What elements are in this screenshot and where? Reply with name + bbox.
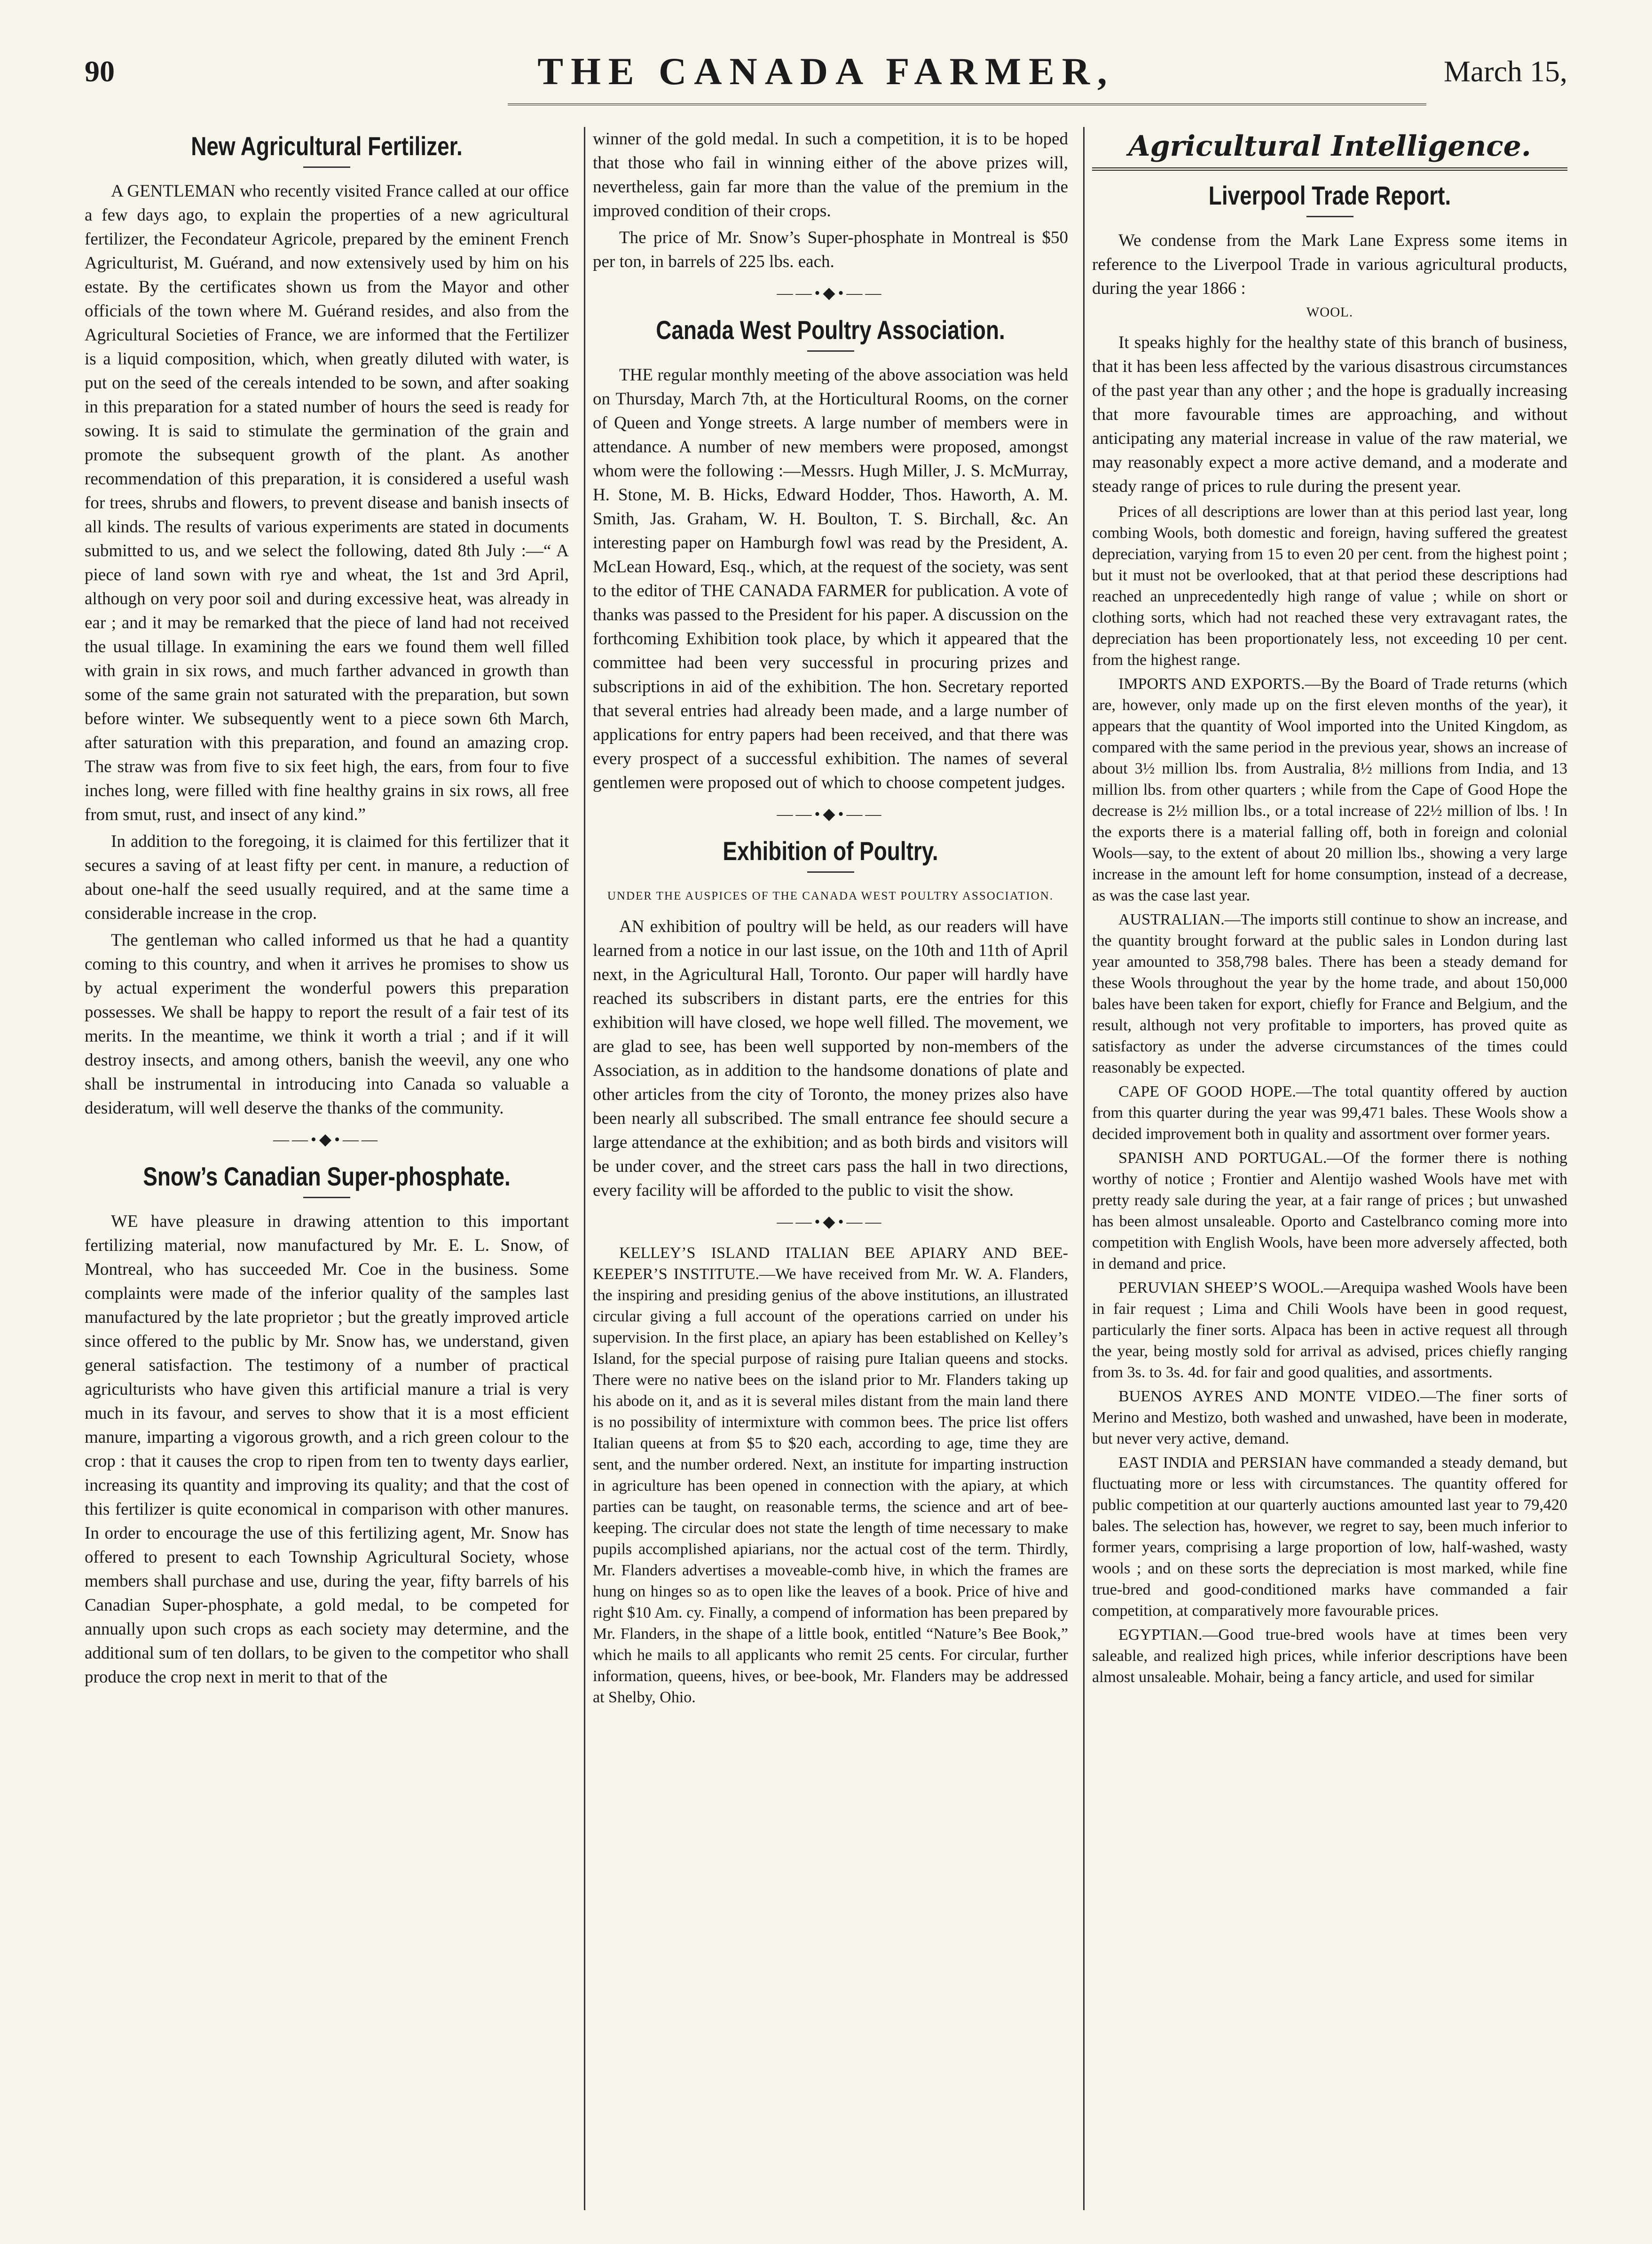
column-3	[1083, 127, 1567, 2210]
ornament-divider: ——•◆•——	[777, 1213, 884, 1231]
wool-paragraph: EGYPTIAN.—Good true-bred wools have at times been very saleable, and realized high prices, while inferior descriptions have been almost unsaleable. Mohair, being a fancy article, and used for similar	[1092, 1626, 1567, 1686]
wool-label: WOOL.	[1306, 305, 1353, 320]
column-2	[584, 127, 1068, 2210]
wool-paragraph: IMPORTS AND EXPORTS.—By the Board of Trade returns (which are, however, only made up on the first eleven months of the year), it appears that the quantity of Wool imported into the United Kingdom, as compared with the same period in the previous year, shows an increase of about 3½ million lbs. from Australia, 8½ millions from India, and 13 million lbs. from other quarters ; while from the Cape of Good Hope the decrease is 2½ million lbs., or a total increase of 22½ million of lbs. ! In the exports there is a material falling off, both in foreign and colonial Wools—say, to the extent of about 20 million lbs., showing a very large increase in the amount left for home consumption, instead of a decrease, as was the case last year.	[1092, 675, 1567, 904]
snow-price: The price of Mr. Snow’s Super-phosphate in Montreal is $50 per ton, in barrels of 225 lbs. each.	[593, 228, 1068, 271]
column-1	[85, 127, 569, 2210]
wool-paragraph: PERUVIAN SHEEP’S WOOL.—Arequipa washed Wools have been in fair request ; Lima and Chili Wools have been in good request, particularly the finer sorts. Alpaca has been in active request all through the year, being mostly sold for arrival as advised, prices chiefly ranging from 3s. to 3s. 4d. for fair and good qualities, and assortments.	[1092, 1279, 1567, 1381]
ornament-divider: ——•◆•——	[777, 806, 884, 823]
wool-paragraph: EAST INDIA and PERSIAN have commanded a steady demand, but fluctuating more or less with circumstances. The quantity offered for public competition at our quarterly auctions amounted last year to 79,420 bales. The selection has, however, we regret to say, been much inferior to former years, comprising a large proportion of low, half-washed, wasty wools ; and on these sorts the depreciation is most marked, while fine true-bred and good-conditioned marks have commanded a fair competition, at comparatively more favourable prices.	[1092, 1454, 1567, 1620]
section-rule	[1092, 167, 1567, 171]
heading-rule	[303, 1197, 350, 1198]
fertilizer-heading: New Agricultural Fertilizer.	[191, 131, 463, 161]
heading-rule	[807, 871, 854, 873]
heading-rule	[303, 166, 350, 168]
liverpool-heading: Liverpool Trade Report.	[1208, 181, 1451, 210]
wool-paragraph: SPANISH AND PORTUGAL.—Of the former there is nothing worthy of notice ; Frontier and Alentijo washed Wools have met with pretty ready sale during the year, at a fair range of prices ; but unwashed has been almost unsaleable. Oporto and Castelbranco coming more into competition with English Wools, have been more adversely affected, both in demand and price.	[1092, 1149, 1567, 1272]
masthead	[85, 45, 1567, 115]
wool-paragraph: AUSTRALIAN.—The imports still continue to show an increase, and the quantity brought forward at the public sales in London during last year amounted to 358,798 bales. There has been a steady demand for these Wools throughout the year by the home trade, and about 150,000 bales have been taken for export, chiefly for France and Belgium, and the result, although not very profitable to importers, has proved quite as satisfactory as under the adverse circumstances of the times could reasonably be expected.	[1092, 911, 1567, 1076]
section-heading: Agricultural Intelligence.	[1128, 130, 1531, 163]
fertilizer-paragraph: In addition to the foregoing, it is claimed for this fertilizer that it secures a saving of at least fifty per cent. in manure, a reduction of about one-half the seed usually required, and at the same time a considerable increase in the crop.	[85, 832, 569, 923]
heading-rule	[1306, 216, 1353, 217]
liverpool-intro: We condense from the Mark Lane Express some items in reference to the Liverpool Trade in various agricultural products, during the year 1866 :	[1092, 231, 1567, 298]
page-number: 90	[85, 55, 115, 88]
wool-paragraph: It speaks highly for the healthy state of this branch of business, that it has been less affected by the various disastrous circumstances of the past year than any other ; and the hope is gradually increasing that more favourable times are approaching, and without anticipating any material increase in value of the raw material, we may reasonably expect a more active demand, and a moderate and steady range of prices to rule during the present year.	[1092, 333, 1567, 496]
poultry-association-heading: Canada West Poultry Association.	[656, 315, 1005, 345]
snow-heading: Snow’s Canadian Super-phosphate.	[143, 1162, 511, 1191]
poultry-association-paragraph: THE regular monthly meeting of the above association was held on Thursday, March 7th, at the Horticultural Rooms, on the corner of Queen and Yonge streets. A large number of members were in attendance. A number of new members were proposed, amongst whom were the following :—Messrs. Hugh Miller, J. S. McMurray, H. Stone, M. B. Hicks, Edward Hodder, Thos. Haworth, A. M. Smith, Jas. Graham, W. H. Boulton, T. S. Birchall, &c. An interesting paper on Hamburgh fowl was read by the President, A. McLean Howard, Esq., which, at the request of the society, was sent to the editor of THE CANADA FARMER for publication. A vote of thanks was passed to the President for his paper. A discussion on the forthcoming Exhibition took place, by which it appeared that the committee had been very successful in procuring prizes and subscriptions in aid of the exhibition. The hon. Secretary reported that several entries had already been made, and a large number of applications for entry papers had been received, and that there was every prospect of a successful exhibition. The names of several gentlemen were proposed out of which to choose competent judges.	[593, 365, 1068, 792]
wool-paragraph: BUENOS AYRES AND MONTE VIDEO.—The finer sorts of Merino and Mestizo, both washed and unwashed, have been in moderate, but never very active, demand.	[1092, 1388, 1567, 1447]
kelley-paragraph: KELLEY’S ISLAND ITALIAN BEE APIARY AND BEE-KEEPER’S INSTITUTE.—We have received from Mr. W. A. Flanders, the inspiring and presiding genius of the above institutions, an illustrated circular giving a full account of the operations carried on under his supervision. In the first place, an apiary has been established on Kelley’s Island, for the special purpose of raising pure Italian queens and stocks. There were no native bees on the island prior to Mr. Flanders taking up his abode on it, and as it is several miles distant from the main land there is no possibility of intermixture with common bees. The price list offers Italian queens at from $5 to $20 each, according to age, time they are sent, and the number ordered. Next, an institute for imparting instruction in agriculture has been opened in connection with the apiary, at which parties can be taught, on reasonable terms, the science and art of bee-keeping. The circular does not state the length of time necessary to make pupils accomplished apiarians, nor the actual cost of the term. Thirdly, Mr. Flanders advertises a moveable-comb hive, in which the frames are hung on hinges so as to open like the leaves of a book. Price of hive and right $10 Am. cy. Finally, a compend of information has been prepared by Mr. Flanders, in the shape of a little book, entitled “Nature’s Bee Book,” which he mails to all applicants who remit 25 cents. For circular, further information, queens, hives, or bee-book, Mr. Flanders may be addressed at Shelby, Ohio.	[593, 1244, 1068, 1706]
masthead-rule	[508, 103, 1426, 105]
snow-continued: winner of the gold medal. In such a competition, it is to be hoped that those who fail in winning either of the above prizes will, nevertheless, gain far more than the value of the premium in the improved condition of their crops.	[593, 129, 1068, 221]
exhibition-heading: Exhibition of Poultry.	[723, 836, 938, 866]
ornament-divider: ——•◆•——	[273, 1131, 380, 1148]
issue-date: March 15,	[1443, 55, 1567, 88]
wool-paragraph: CAPE OF GOOD HOPE.—The total quantity offered by auction from this quarter during the year was 99,471 bales. These Wools show a decided improvement both in quality and assortment over former years.	[1092, 1083, 1567, 1143]
exhibition-paragraph: AN exhibition of poultry will be held, as our readers will have learned from a notice in our last issue, on the 10th and 11th of April next, in the Agricultural Hall, Toronto. Our paper will hardly have reached its subscribers in distant parts, ere the entries for this exhibition will have closed, we hope well filled. The movement, we are glad to see, has been well supported by non-members of the Association, as in addition to the handsome donations of plate and other articles from the city of Toronto, the money prizes also have been nearly all subscribed. The small entrance fee should secure a large attendance at the exhibition; and as both birds and visitors will be under cover, and the street cars pass the hall in two directions, every facility will be afforded to the public to visit the show.	[593, 917, 1068, 1200]
ornament-divider: ——•◆•——	[777, 284, 884, 302]
article-columns	[85, 127, 1567, 2210]
wool-paragraph: Prices of all descriptions are lower than at this period last year, long combing Wools, both domestic and foreign, having suffered the greatest depreciation, varying from 15 to even 20 per cent. from the highest point ; but it must not be overlooked, that at that period these descriptions had reached an unprecedentedly high range of value ; while on short or clothing sorts, which had not reached these very extravagant rates, the depreciation has been proportionately less, not exceeding 10 per cent. from the highest range.	[1092, 503, 1567, 669]
heading-rule	[807, 350, 854, 352]
exhibition-subtitle: UNDER THE AUSPICES OF THE CANADA WEST POULTRY ASSOCIATION.	[607, 890, 1054, 902]
paper-title: THE CANADA FARMER,	[537, 50, 1115, 93]
fertilizer-paragraph: A GENTLEMAN who recently visited France called at our office a few days ago, to explain the properties of a new agricultural fertilizer, the Fecondateur Agricole, prepared by the eminent French Agriculturist, M. Guérand, and now extensively used by him on his estate. By the certificates shown us from the Mayor and other officials of the town where M. Guérand resides, and also from the Agricultural Societies of France, we are informed that the Fertilizer is a liquid composition, which, when greatly diluted with water, is put on the seed of the cereals intended to be sown, and after soaking in this preparation for a stated number of hours the seed is ready for sowing. It is said to stimulate the germination of the grain and promote the subsequent growth of the plant. As another recommendation of this preparation, it is considered a useful wash for trees, shrubs and flowers, to prevent disease and banish insects of all kinds. The results of various experiments are stated in documents submitted to us, and we select the following, dated 8th July :—“ A piece of land sown with rye and wheat, the 1st and 3rd April, although on very poor soil and during excessive heat, was already in ear ; and it may be remarked that the piece of land had not received the usual tillage. In examining the ears we found them well filled with grain in six rows, and much farther advanced in growth than some of the same grain not saturated with the preparation, but sown before winter. We subsequently went to a piece sown 6th March, after saturation with this preparation, and found an amazing crop. The straw was from five to six feet high, the ears, from four to five inches long, were filled with fine healthy grains in six rows, all free from smut, rust, and insect of any kind.”	[85, 182, 569, 824]
snow-paragraph: WE have pleasure in drawing attention to this important fertilizing material, now manufactured by Mr. E. L. Snow, of Montreal, who has succeeded Mr. Coe in the business. Some complaints were made of the inferior quality of the samples last manufactured by the late proprietor ; but the greatly improved article since offered to the public by Mr. Snow has, we understand, given general satisfaction. The testimony of a number of practical agriculturists who have given this artificial manure a trial is very much in its favour, and serves to show that it is a most efficient manure, imparting a vigorous growth, and a rich green colour to the crop : that it causes the crop to ripen from ten to twenty days earlier, increasing its quantity and improving its quality; and that the cost of this fertilizer is quite economical in comparison with other manures. In order to encourage the use of this fertilizing agent, Mr. Snow has offered to present to each Township Agricultural Society, whose members shall purchase and use, during the year, fifty barrels of his Canadian Super-phosphate, a gold medal, to be competed for annually upon such crops as each society may determine, and the additional sum of ten dollars, to be given to the competitor who shall produce the crop next in merit to that of the	[85, 1212, 569, 1687]
fertilizer-paragraph: The gentleman who called informed us that he had a quantity coming to this country, and when it arrives he promises to show us by actual experiment the wonderful powers this preparation possesses. We shall be happy to report the result of a fair test of its merits. In the meantime, we think it worth a trial ; and if it will destroy insects, and among others, banish the weevil, any one who shall be instrumental in introducing into Canada so valuable a desideratum, will well deserve the thanks of the community.	[85, 931, 569, 1118]
